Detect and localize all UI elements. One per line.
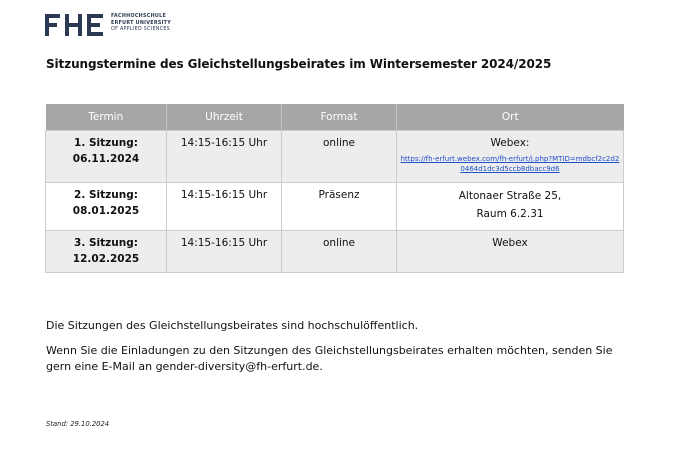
table-header-row [46, 104, 624, 131]
termin-date: 12.02.2025 [72, 253, 140, 265]
stand-date: Stand: 29.10.2024 [46, 420, 110, 428]
cell-ort [397, 183, 624, 231]
cell-format [282, 231, 397, 273]
table-row [46, 183, 624, 231]
header-termin: Termin [46, 104, 167, 131]
uhrzeit-value: 14:15-16:15 Uhr [180, 137, 268, 149]
cell-ort [397, 231, 624, 273]
termin-label: 3. Sitzung: [74, 237, 138, 249]
cell-termin [46, 183, 167, 231]
uhrzeit-value: 14:15-16:15 Uhr [180, 189, 268, 201]
ort-value: Webex [492, 237, 528, 249]
cell-uhrzeit [167, 183, 282, 231]
termin-date: 06.11.2024 [72, 153, 140, 165]
uhrzeit-value: 14:15-16:15 Uhr [180, 237, 268, 249]
document-title: Sitzungstermine des Gleichstellungsbeirates im Wintersemester 2024/2025 [46, 57, 552, 71]
format-value: Präsenz [318, 189, 360, 201]
invitation-note: Wenn Sie die Einladungen zu den Sitzungen des Gleichstellungsbeirates erhalten möchten, senden Sie gern eine E-Mail an gender-diversity@fh-erfurt.de. [46, 344, 613, 373]
ort-value: Webex: [490, 137, 530, 149]
webex-link[interactable]: https://fh-erfurt.webex.com/fh-erfurt/j.php?MTID=mdbcf2c2d20464d1dc3d5ccb8dbacc9d6 [400, 155, 620, 173]
termin-label: 2. Sitzung: [74, 189, 138, 201]
logo-line-2: ERFURT UNIVERSITY [111, 20, 172, 26]
public-note: Die Sitzungen des Gleichstellungsbeirates sind hochschulöffentlich. [46, 319, 419, 332]
cell-format [282, 131, 397, 183]
table-row [46, 131, 624, 183]
schedule-table [45, 104, 624, 273]
cell-ort [397, 131, 624, 183]
table-row [46, 231, 624, 273]
logo-wordmark [111, 14, 171, 34]
termin-date: 08.01.2025 [72, 205, 140, 217]
cell-termin [46, 231, 167, 273]
header-ort: Ort [397, 104, 624, 131]
format-value: online [322, 237, 356, 249]
cell-termin [46, 131, 167, 183]
cell-format [282, 183, 397, 231]
header-uhrzeit: Uhrzeit [167, 104, 282, 131]
cell-uhrzeit [167, 131, 282, 183]
university-logo [45, 14, 171, 36]
header-format: Format [282, 104, 397, 131]
logo-line-3: OF APPLIED SCIENCES [111, 27, 171, 33]
format-value: online [322, 137, 356, 149]
ort-room: Raum 6.2.31 [476, 208, 544, 220]
ort-address: Altonaer Straße 25, [458, 190, 562, 202]
logo-line-1: FACHHOCHSCHULE [111, 14, 167, 19]
cell-uhrzeit [167, 231, 282, 273]
termin-label: 1. Sitzung: [74, 137, 138, 149]
fhe-logo-mark [45, 14, 107, 36]
